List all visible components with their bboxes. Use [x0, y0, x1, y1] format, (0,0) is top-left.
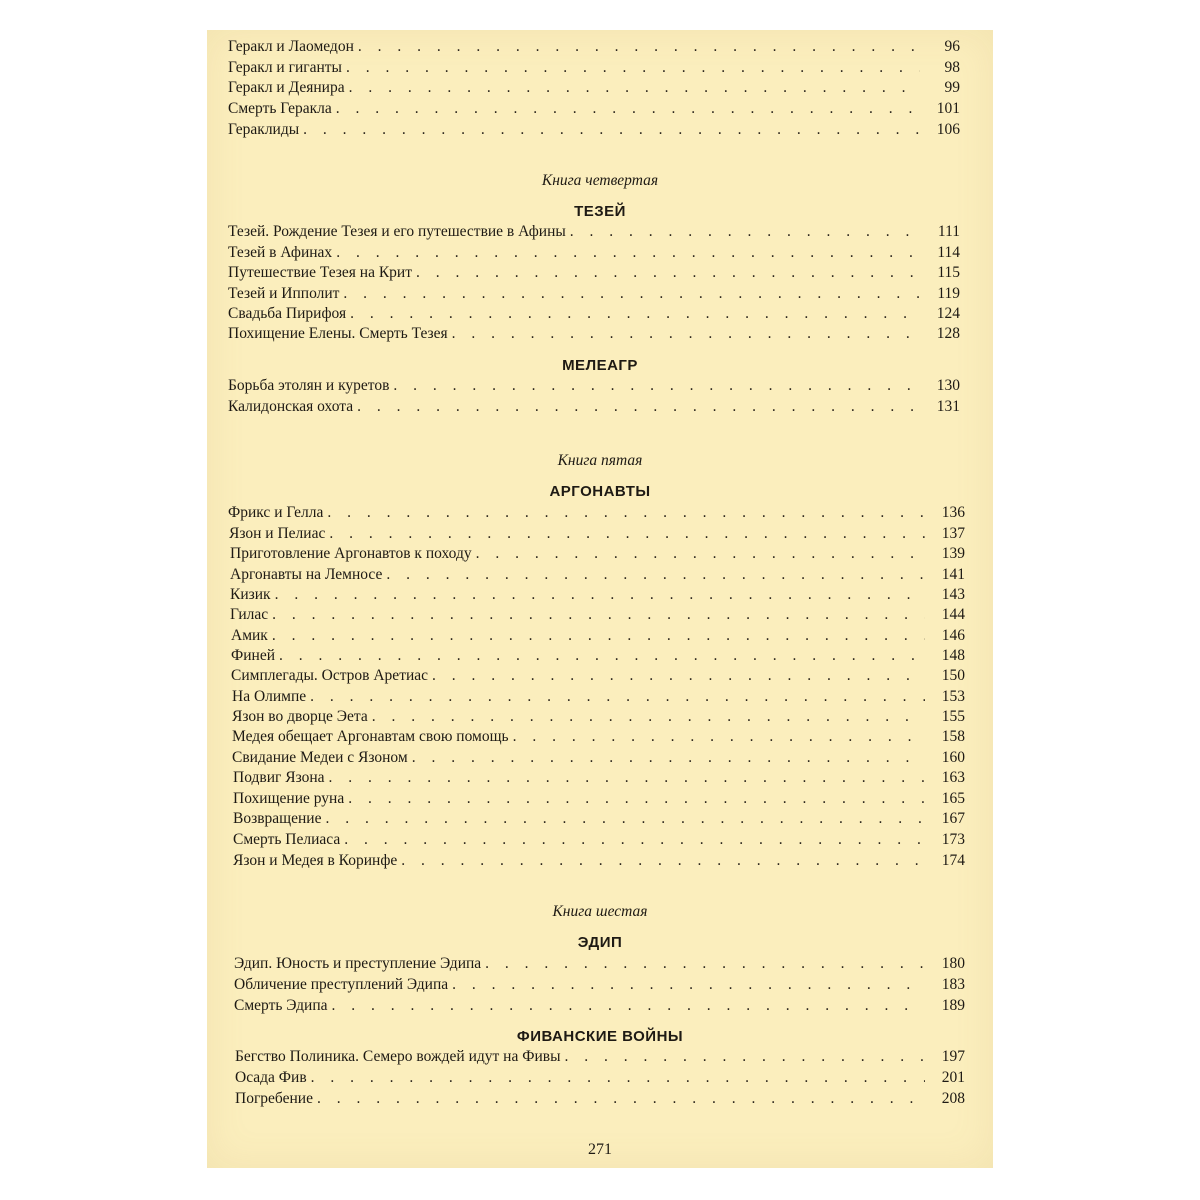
- toc-entry-title: Погребение: [235, 1090, 313, 1107]
- toc-leader-dots: [348, 789, 925, 809]
- toc-entry-page: 146: [941, 627, 965, 644]
- toc-leader-dots: [432, 666, 925, 686]
- toc-entry-title: Финей: [231, 647, 276, 664]
- book-title: Книга пятая: [557, 452, 643, 469]
- section-heading: ЭДИП: [577, 934, 623, 951]
- toc-entry-title: Смерть Пелиаса: [233, 831, 341, 848]
- toc-entry-page: 128: [936, 325, 960, 342]
- toc-leader-dots: [570, 222, 920, 242]
- toc-entry: [228, 78, 960, 98]
- toc-leader-dots: [358, 37, 920, 57]
- toc-entry: [232, 687, 965, 707]
- toc-entry-page: 201: [941, 1069, 965, 1086]
- toc-entry: [228, 397, 960, 417]
- toc-entry-page: 136: [941, 504, 965, 521]
- toc-leader-dots: [279, 646, 925, 666]
- toc-entry-page: 114: [937, 244, 960, 261]
- toc-entry: [231, 646, 965, 666]
- toc-entry-page: 189: [941, 997, 965, 1014]
- toc-leader-dots: [311, 1068, 925, 1088]
- section-heading: ТЕЗЕЙ: [574, 203, 626, 220]
- toc-leader-dots: [565, 1047, 925, 1067]
- toc-entry-title: Гилас: [230, 606, 269, 623]
- toc-entry-title: Симплегады. Остров Аретиас: [231, 667, 429, 684]
- toc-leader-dots: [343, 284, 920, 304]
- toc-entry-page: 119: [937, 285, 960, 302]
- toc-leader-dots: [329, 768, 925, 788]
- toc-entry: [235, 1068, 965, 1088]
- toc-entry-page: 141: [941, 566, 965, 583]
- toc-entry-title: Подвиг Язона: [233, 769, 325, 786]
- toc-entry-title: Тезей и Ипполит: [228, 285, 340, 302]
- toc-entry-title: Бегство Полиника. Семеро вождей идут на Фивы: [235, 1048, 561, 1065]
- toc-entry-title: Смерть Эдипа: [234, 997, 328, 1014]
- toc-leader-dots: [310, 687, 925, 707]
- toc-entry-title: Эдип. Юность и преступление Эдипа: [234, 955, 482, 972]
- toc-entry: [233, 851, 965, 871]
- toc-leader-dots: [513, 727, 925, 747]
- toc-entry-title: Смерть Геракла: [228, 100, 332, 117]
- toc-entry-title: Возвращение: [233, 810, 322, 827]
- toc-entry-page: 139: [941, 545, 965, 562]
- toc-leader-dots: [412, 748, 925, 768]
- toc-entry-page: 153: [941, 688, 965, 705]
- toc-entry: [233, 830, 965, 850]
- toc-leader-dots: [485, 954, 925, 974]
- toc-entry-page: 208: [941, 1090, 965, 1107]
- toc-entry-title: Борьба этолян и куретов: [228, 377, 390, 394]
- toc-entry-title: Фрикс и Гелла: [228, 504, 324, 521]
- toc-entry-page: 174: [941, 852, 965, 869]
- toc-leader-dots: [344, 830, 925, 850]
- toc-entry-page: 144: [941, 606, 965, 623]
- toc-leader-dots: [416, 263, 920, 283]
- toc-entry: [228, 304, 960, 324]
- toc-leader-dots: [386, 565, 925, 585]
- section-heading: АРГОНАВТЫ: [549, 483, 651, 500]
- toc-leader-dots: [452, 975, 925, 995]
- toc-entry-page: 143: [941, 586, 965, 603]
- toc-leader-dots: [476, 544, 925, 564]
- toc-leader-dots: [272, 605, 925, 625]
- toc-entry: [233, 809, 965, 829]
- toc-entry: [228, 284, 960, 304]
- toc-entry: [235, 1089, 965, 1109]
- toc-entry-page: 115: [937, 264, 960, 281]
- toc-entry-title: Осада Фив: [235, 1069, 307, 1086]
- toc-entry: [233, 768, 965, 788]
- toc-entry: [230, 565, 965, 585]
- toc-entry-page: 167: [941, 810, 965, 827]
- toc-leader-dots: [327, 503, 925, 523]
- toc-entry: [228, 58, 960, 78]
- toc-leader-dots: [329, 524, 925, 544]
- toc-entry-page: 101: [936, 100, 960, 117]
- toc-entry-page: 111: [937, 223, 960, 240]
- toc-entry-title: Свадьба Пирифоя: [228, 305, 347, 322]
- toc-entry-page: 197: [941, 1048, 965, 1065]
- toc-entry-title: Язон и Медея в Коринфе: [233, 852, 398, 869]
- toc-entry-page: 131: [936, 398, 960, 415]
- toc-entry-page: 165: [941, 790, 965, 807]
- toc-entry: [228, 222, 960, 242]
- toc-entry: [234, 954, 965, 974]
- toc-entry-page: 163: [941, 769, 965, 786]
- toc-leader-dots: [303, 120, 920, 140]
- toc-entry: [234, 996, 965, 1016]
- toc-entry-title: Обличение преступлений Эдипа: [234, 976, 449, 993]
- toc-entry: [228, 376, 960, 396]
- toc-entry-title: Тезей. Рождение Тезея и его путешествие в Афины: [228, 223, 566, 240]
- toc-leader-dots: [325, 809, 925, 829]
- toc-leader-dots: [393, 376, 920, 396]
- toc-entry: [232, 748, 965, 768]
- toc-entry-page: 106: [936, 121, 960, 138]
- toc-entry-page: 173: [941, 831, 965, 848]
- toc-entry-title: Аргонавты на Лемносе: [230, 566, 383, 583]
- toc-entry: [235, 1047, 965, 1067]
- toc-entry: [228, 37, 960, 57]
- toc-entry: [233, 789, 965, 809]
- toc-leader-dots: [317, 1089, 925, 1109]
- book-page: [207, 30, 993, 1168]
- toc-entry: [230, 605, 965, 625]
- toc-entry-page: 150: [941, 667, 965, 684]
- toc-leader-dots: [452, 324, 920, 344]
- section-heading: ФИВАНСКИЕ ВОЙНЫ: [516, 1028, 684, 1045]
- toc-entry-title: На Олимпе: [232, 688, 307, 705]
- toc-entry-page: 130: [936, 377, 960, 394]
- toc-entry-title: Язон во дворце Эета: [232, 708, 368, 725]
- toc-leader-dots: [272, 626, 925, 646]
- toc-entry-title: Амик: [231, 627, 268, 644]
- toc-entry: [231, 626, 965, 646]
- toc-leader-dots: [275, 585, 925, 605]
- toc-entry: [234, 975, 965, 995]
- toc-entry-page: 96: [944, 38, 960, 55]
- toc-entry-title: Свидание Медеи с Язоном: [232, 749, 408, 766]
- toc-leader-dots: [372, 707, 925, 727]
- toc-entry-title: Язон и Пелиас: [229, 525, 326, 542]
- toc-leader-dots: [336, 243, 920, 263]
- toc-entry: [228, 120, 960, 140]
- toc-leader-dots: [346, 58, 920, 78]
- toc-entry-title: Геракл и Деянира: [228, 79, 345, 96]
- toc-entry-page: 98: [944, 59, 960, 76]
- toc-entry-page: 155: [941, 708, 965, 725]
- toc-entry-title: Тезей в Афинах: [228, 244, 333, 261]
- toc-entry-page: 124: [936, 305, 960, 322]
- toc-entry-title: Калидонская охота: [228, 398, 354, 415]
- toc-entry-page: 99: [944, 79, 960, 96]
- toc-entry: [232, 727, 965, 747]
- toc-leader-dots: [357, 397, 920, 417]
- toc-entry-title: Приготовление Аргонавтов к походу: [230, 545, 472, 562]
- toc-leader-dots: [350, 304, 920, 324]
- toc-entry-title: Кизик: [230, 586, 271, 603]
- toc-entry: [230, 544, 965, 564]
- toc-entry: [228, 503, 965, 523]
- toc-entry-page: 137: [941, 525, 965, 542]
- toc-entry: [228, 243, 960, 263]
- toc-entry-title: Геракл и Лаомедон: [228, 38, 354, 55]
- toc-entry-page: 158: [941, 728, 965, 745]
- toc-entry: [228, 99, 960, 119]
- toc-entry-title: Гераклиды: [228, 121, 300, 138]
- toc-entry-title: Геракл и гиганты: [228, 59, 342, 76]
- toc-entry-title: Медея обещает Аргонавтам свою помощь: [232, 728, 509, 745]
- toc-leader-dots: [349, 78, 920, 98]
- toc-entry: [228, 324, 960, 344]
- book-title: Книга четвертая: [541, 172, 659, 189]
- toc-leader-dots: [332, 996, 926, 1016]
- toc-entry-title: Похищение руна: [233, 790, 345, 807]
- toc-entry-page: 148: [941, 647, 965, 664]
- toc-entry: [230, 585, 965, 605]
- toc-entry-title: Похищение Елены. Смерть Тезея: [228, 325, 448, 342]
- page-number: 271: [588, 1141, 612, 1158]
- book-title: Книга шестая: [552, 903, 648, 920]
- toc-entry: [231, 666, 965, 686]
- section-heading: МЕЛЕАГР: [562, 357, 638, 374]
- toc-entry: [228, 263, 960, 283]
- toc-entry-page: 160: [941, 749, 965, 766]
- toc-entry-page: 183: [941, 976, 965, 993]
- toc-entry: [229, 524, 965, 544]
- toc-entry-page: 180: [941, 955, 965, 972]
- toc-leader-dots: [401, 851, 925, 871]
- toc-leader-dots: [336, 99, 920, 119]
- toc-entry: [232, 707, 965, 727]
- toc-entry-title: Путешествие Тезея на Крит: [228, 264, 412, 281]
